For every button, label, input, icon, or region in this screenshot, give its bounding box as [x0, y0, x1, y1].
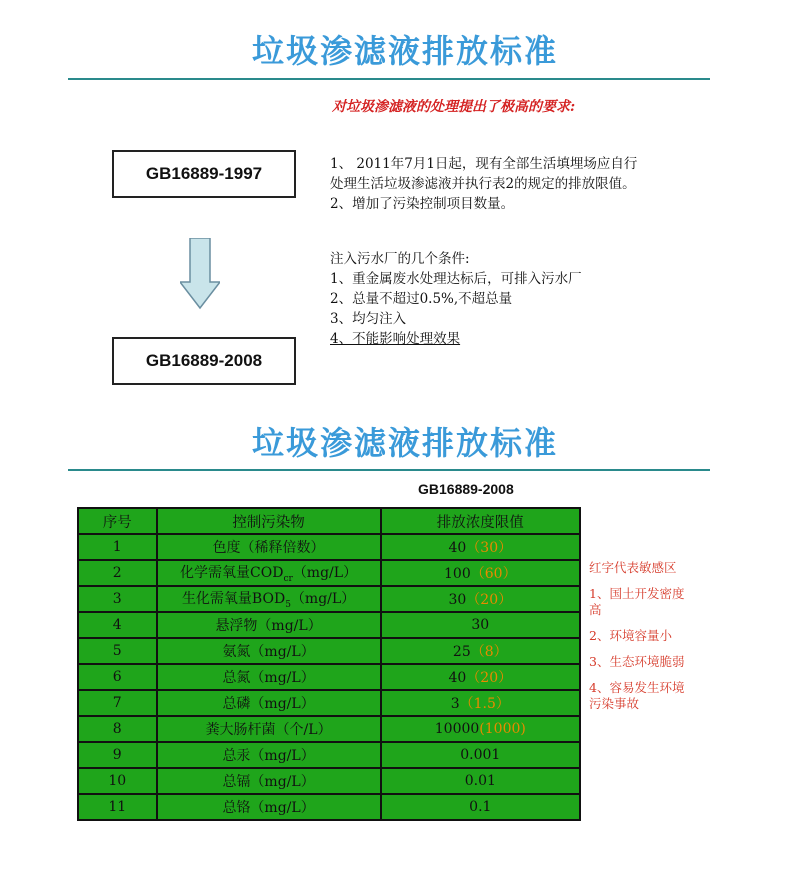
pollutant-name: 生化需氧量BOD — [181, 591, 286, 608]
section-title: 垃圾渗滤液排放标准 — [251, 424, 558, 462]
requirement-line: 处理生活垃圾渗滤液并执行表2的规定的排放限值。 — [330, 176, 636, 192]
limit-value: 40 — [448, 670, 467, 686]
table-standard-label: GB16889-2008 — [418, 481, 514, 497]
limit-value: 3 — [450, 696, 460, 712]
legend-item: 污染事故 — [589, 696, 640, 711]
header-no: 序号 — [78, 508, 157, 534]
legend-item: 4、容易发生环境 — [589, 680, 685, 695]
pollutant-name: 总铬（mg/L） — [222, 800, 315, 816]
limit-value: 100 — [444, 566, 471, 582]
page-title: 垃圾渗滤液排放标准 — [251, 32, 558, 70]
legend-item: 2、环境容量小 — [589, 628, 672, 643]
limit-value: 10000 — [434, 721, 480, 737]
condition-line: 2、总量不超过0.5%,不超总量 — [330, 291, 513, 307]
limit-value: 0.001 — [460, 747, 501, 763]
table-row — [78, 612, 580, 638]
table-header-row — [78, 508, 580, 534]
table-row — [78, 560, 580, 586]
sensitive-limit-value: （1.5） — [459, 696, 510, 712]
row-pollutant — [157, 586, 381, 612]
table-row — [78, 690, 580, 716]
legend-title: 红字代表敏感区 — [589, 560, 677, 575]
row-pollutant — [157, 690, 381, 716]
row-limit — [381, 716, 580, 742]
sensitive-limit-value: (1000) — [479, 721, 526, 737]
pollutant-name: 总磷（mg/L） — [222, 696, 315, 712]
requirements-text — [330, 154, 637, 214]
table-row — [78, 586, 580, 612]
row-no: 10 — [78, 768, 157, 794]
row-no: 11 — [78, 794, 157, 820]
row-pollutant — [157, 664, 381, 690]
row-pollutant — [157, 794, 381, 820]
section-divider — [68, 469, 710, 471]
row-limit — [381, 560, 580, 586]
conditions-text — [330, 249, 582, 349]
row-no: 8 — [78, 716, 157, 742]
row-pollutant — [157, 716, 381, 742]
old-standard-box: GB16889-1997 — [112, 150, 296, 198]
row-no: 7 — [78, 690, 157, 716]
row-no: 9 — [78, 742, 157, 768]
row-limit — [381, 586, 580, 612]
limit-value: 30 — [448, 592, 467, 608]
title-divider — [68, 78, 710, 80]
table-row — [78, 638, 580, 664]
table-row — [78, 664, 580, 690]
condition-line: 4、不能影响处理效果 — [330, 331, 461, 347]
row-pollutant — [157, 742, 381, 768]
legend-item: 高 — [589, 602, 602, 617]
legend-item: 1、国土开发密度 — [589, 586, 685, 601]
row-limit — [381, 664, 580, 690]
pollutant-name: 氨氮（mg/L） — [222, 644, 315, 660]
pollutant-name: 总镉（mg/L） — [222, 774, 315, 790]
row-limit — [381, 638, 580, 664]
row-limit — [381, 612, 580, 638]
limit-value: 0.01 — [464, 773, 496, 789]
pollutant-name: 悬浮物（mg/L） — [215, 618, 322, 634]
limit-value: 0.1 — [469, 799, 492, 815]
pollutant-name: 化学需氧量COD — [180, 565, 284, 582]
row-no: 2 — [78, 560, 157, 586]
pollutant-unit: （mg/L） — [292, 565, 358, 582]
limit-value: 40 — [448, 540, 467, 556]
condition-line: 3、均匀注入 — [330, 311, 407, 327]
sensitive-limit-value: （20） — [466, 670, 513, 686]
row-limit — [381, 794, 580, 820]
row-no: 3 — [78, 586, 157, 612]
header-pollutant: 控制污染物 — [157, 508, 381, 534]
pollutant-unit: （mg/L） — [290, 591, 356, 608]
new-standard-box: GB16889-2008 — [112, 337, 296, 385]
pollutant-subscript: cr — [283, 573, 293, 584]
sensitive-limit-value: （8） — [470, 644, 508, 660]
pollutant-name: 总氮（mg/L） — [222, 670, 315, 686]
sensitive-limit-value: （20） — [466, 592, 513, 608]
table-row — [78, 534, 580, 560]
row-pollutant — [157, 560, 381, 586]
limit-value: 30 — [471, 617, 490, 633]
row-no: 1 — [78, 534, 157, 560]
table-row — [78, 716, 580, 742]
header-limit: 排放浓度限值 — [381, 508, 580, 534]
down-arrow-icon — [180, 238, 220, 310]
row-limit — [381, 768, 580, 794]
table-row — [78, 794, 580, 820]
row-pollutant — [157, 638, 381, 664]
row-no: 4 — [78, 612, 157, 638]
pollutant-name: 色度（稀释倍数） — [212, 540, 325, 556]
conditions-title: 注入污水厂的几个条件: — [330, 251, 470, 267]
row-pollutant — [157, 612, 381, 638]
table-row — [78, 742, 580, 768]
table-row — [78, 768, 580, 794]
row-limit — [381, 742, 580, 768]
legend-item: 3、生态环境脆弱 — [589, 654, 685, 669]
row-pollutant — [157, 534, 381, 560]
intro-text: 对垃圾渗滤液的处理提出了极高的要求: — [332, 99, 576, 115]
pollutant-subscript: 5 — [285, 599, 291, 610]
condition-line: 1、重金属废水处理达标后，可排入污水厂 — [330, 271, 582, 287]
sensitive-limit-value: （60） — [470, 566, 517, 582]
pollutant-name: 总汞（mg/L） — [222, 748, 315, 764]
requirement-line: 1、 2011年7月1日起，现有全部生活填埋场应自行 — [330, 156, 638, 172]
row-limit — [381, 690, 580, 716]
row-limit — [381, 534, 580, 560]
requirement-line: 2、增加了污染控制项目数量。 — [330, 196, 515, 212]
sensitive-limit-value: （30） — [466, 540, 513, 556]
row-no: 5 — [78, 638, 157, 664]
row-no: 6 — [78, 664, 157, 690]
emission-limit-table — [77, 507, 581, 821]
limit-value: 25 — [452, 644, 471, 660]
row-pollutant — [157, 768, 381, 794]
pollutant-name: 粪大肠杆菌（个/L） — [205, 722, 332, 738]
